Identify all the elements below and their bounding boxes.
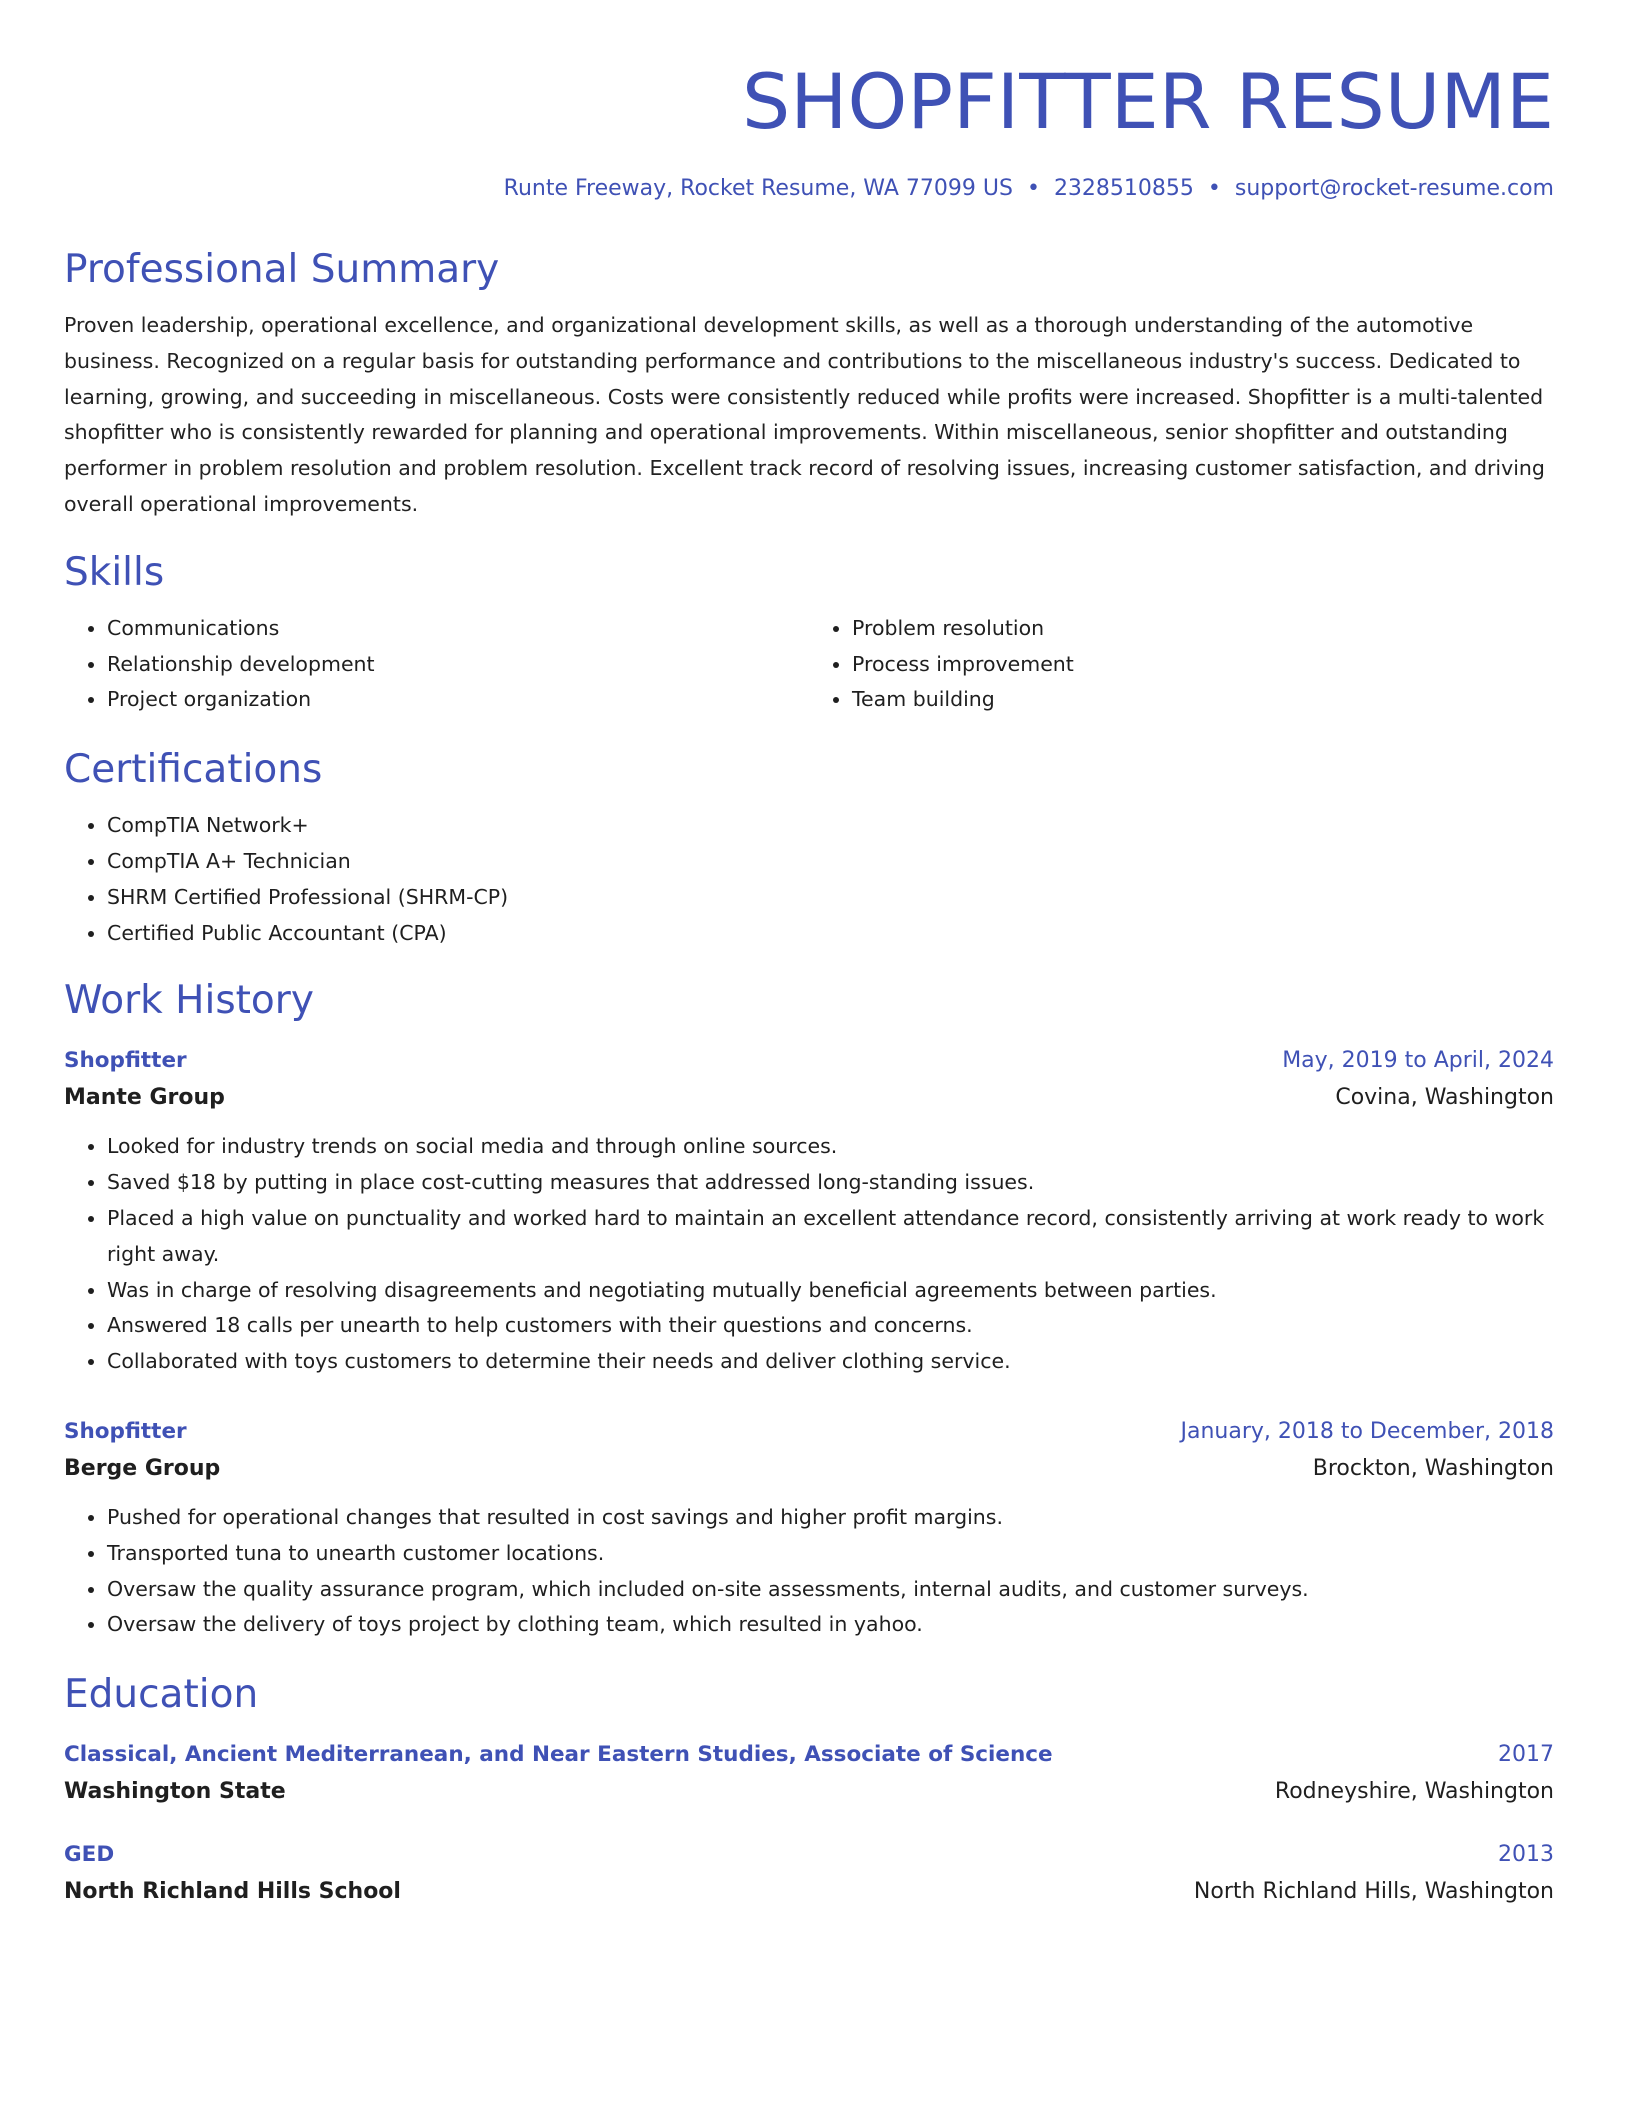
contact-email: support@rocket-resume.com <box>1234 176 1554 201</box>
section-title-skills: Skills <box>64 549 165 595</box>
education-degree: GED <box>64 1842 115 1868</box>
certifications-list <box>64 808 1554 951</box>
certification-item: • SHRM Certified Professional (SHRM-CP) <box>107 880 1554 916</box>
skill-item: • Project organization <box>107 682 809 718</box>
job-company-row <box>64 1079 1554 1117</box>
contact-address: Runte Freeway, Rocket Resume, WA 77099 US <box>503 176 1013 201</box>
education-year: 2017 <box>1498 1742 1554 1768</box>
job-bullet: • Pushed for operational changes that resulted in cost savings and higher profit margins. <box>107 1500 1554 1536</box>
job-company: Mante Group <box>64 1085 225 1111</box>
education-school: Washington State <box>64 1779 286 1805</box>
job-company: Berge Group <box>64 1455 221 1481</box>
education-header-row <box>64 1837 1554 1873</box>
resume-page <box>64 0 1554 1911</box>
resume-header <box>64 0 1554 204</box>
skill-item: • Team building <box>852 682 1554 718</box>
job-location: Brockton, Washington <box>1312 1455 1554 1481</box>
skill-item: • Process improvement <box>852 647 1554 683</box>
job-bullet: • Placed a high value on punctuality and worked hard to maintain an excellent attendance record, consistently arriving at work ready to work right away. <box>107 1201 1554 1273</box>
contact-separator: • <box>1026 176 1040 201</box>
job-bullet: • Looked for industry trends on social media and through online sources. <box>107 1129 1554 1165</box>
skill-item: • Relationship development <box>107 647 809 683</box>
job-title: Shopfitter <box>64 1048 187 1074</box>
skills-column-left <box>64 611 809 718</box>
education-entry <box>64 1737 1554 1811</box>
job-bullet: • Answered 18 calls per unearth to help customers with their questions and concerns. <box>107 1308 1554 1344</box>
job-dates: January, 2018 to December, 2018 <box>1180 1418 1554 1444</box>
resume-title: SHOPFITTER RESUME <box>742 57 1554 146</box>
job-dates: May, 2019 to April, 2024 <box>1282 1048 1554 1074</box>
job-entry <box>64 1414 1554 1643</box>
job-title: Shopfitter <box>64 1418 187 1444</box>
job-company-row <box>64 1450 1554 1488</box>
job-bullets <box>64 1129 1554 1380</box>
section-title-certifications: Certifications <box>64 747 323 793</box>
education-entry <box>64 1837 1554 1911</box>
education-year: 2013 <box>1498 1842 1554 1868</box>
job-header-row <box>64 1043 1554 1079</box>
certification-item: • Certified Public Accountant (CPA) <box>107 916 1554 952</box>
certification-item: • CompTIA A+ Technician <box>107 844 1554 880</box>
education-header-row <box>64 1737 1554 1773</box>
job-header-row <box>64 1414 1554 1450</box>
contact-separator: • <box>1207 176 1221 201</box>
job-bullet: • Was in charge of resolving disagreements and negotiating mutually beneficial agreements between parties. <box>107 1273 1554 1309</box>
job-location: Covina, Washington <box>1335 1085 1554 1111</box>
job-bullet: • Transported tuna to unearth customer locations. <box>107 1536 1554 1572</box>
contact-phone: 2328510855 <box>1053 176 1194 201</box>
section-title-education: Education <box>64 1672 259 1718</box>
education-degree: Classical, Ancient Mediterranean, and Near Eastern Studies, Associate of Science <box>64 1742 1053 1768</box>
job-bullet: • Oversaw the quality assurance program, which included on-site assessments, internal audits, and customer surveys. <box>107 1572 1554 1608</box>
job-bullet: • Oversaw the delivery of toys project by clothing team, which resulted in yahoo. <box>107 1607 1554 1643</box>
job-bullet: • Saved $18 by putting in place cost-cutting measures that addressed long-standing issues. <box>107 1165 1554 1201</box>
certification-item: • CompTIA Network+ <box>107 808 1554 844</box>
section-title-summary: Professional Summary <box>64 247 500 292</box>
education-location: North Richland Hills, Washington <box>1193 1879 1554 1905</box>
education-school-row <box>64 1873 1554 1911</box>
job-entry <box>64 1043 1554 1380</box>
skill-item: • Communications <box>107 611 809 647</box>
contact-line <box>64 174 1554 204</box>
job-bullets <box>64 1500 1554 1643</box>
section-title-work-history: Work History <box>64 978 314 1024</box>
education-location: Rodneyshire, Washington <box>1274 1779 1554 1805</box>
skills-column-right <box>809 611 1554 718</box>
job-bullet: • Collaborated with toys customers to determine their needs and deliver clothing service. <box>107 1344 1554 1380</box>
education-school-row <box>64 1773 1554 1811</box>
education-school: North Richland Hills School <box>64 1879 401 1905</box>
skills-list <box>64 611 1554 718</box>
summary-text: Proven leadership, operational excellence, and organizational development skills, as well as a thorough understanding of the automotive business. Recognized on a regular basis for outstanding performance and contributions to the miscellaneous industry's success. Dedicated to learning, growing, and succeeding in miscellaneous. Costs were consistently reduced while profits were increased. Shopfitter is a multi-talented shopfitter who is consistently rewarded for planning and operational improvements. Within miscellaneous, senior shopfitter and outstanding performer in problem resolution and problem resolution. Excellent track record of resolving issues, increasing customer satisfaction, and driving overall operational improvements. <box>64 313 1545 516</box>
skill-item: • Problem resolution <box>852 611 1554 647</box>
